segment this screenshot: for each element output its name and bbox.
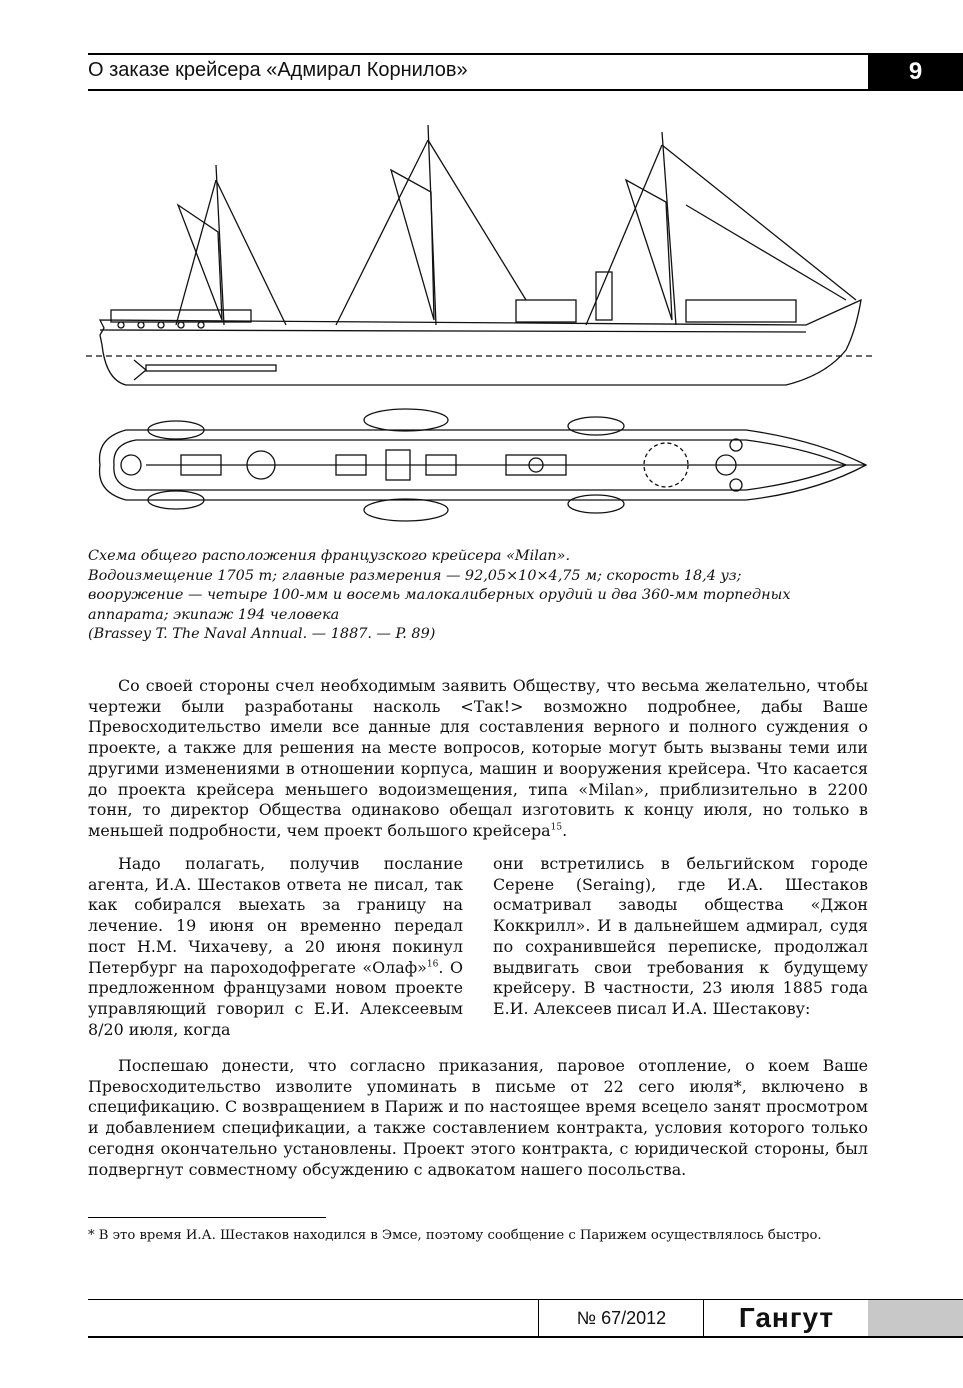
issue-number: № 67/2012 <box>538 1300 704 1336</box>
quote1-text: Со своей стороны счел необходимым заявить Обществу, что весьма желательно, чтобы чертежи были разработаны насколь <Так!> возможно подробнее, дабы Ваше Превосходительство имели все данные для составления верного и полного суждения о проекте, а также для решения на месте вопросов, которые могут быть вызваны теми или другими изменениями в отношении корпуса, машин и вооружения крейсера. Что касается до проекта крейсера меньшего водоизмещения, типа «Milan», приблизительно в 2200 тонн, то директор Общества одинаково обещал изготовить к концу июля, но только в меньшей подробности, чем проект большого крейсера <box>88 676 868 840</box>
right-column-paragraph: они встретились в бельгийском городе Серене (Seraing), где И.А. Шестаков осматривал заводы общества «Джон Коккрилл». И в дальнейшем адмирал, судя по сохранившейся переписке, продолжал выдвигать свои требования к будущему крейсеру. В частности, 23 июля 1885 года Е.И. Алексеев писал И.А. Шестакову: <box>493 854 868 1018</box>
header-title: О заказе крейсера «Адмирал Корнилов» <box>88 59 468 81</box>
caption-source: (Brassey T. The Naval Annual. — 1887. — P. 89) <box>88 626 436 642</box>
quote-paragraph-1: Со своей стороны счел необходимым заявить Обществу, что весьма желательно, чтобы чертежи были разработаны насколь <Так!> возможно подробнее, дабы Ваше Превосходительство имели все данные для составления верного и полного суждения о проекте, а также для решения на месте вопросов, которые могут быть вызваны теми или другими изменениями в отношении корпуса, машин и вооружения крейсера. Что касается до проекта крейсера меньшего водоизмещения, типа «Milan», приблизительно в 2200 тонн, то директор Общества одинаково обещал изготовить к концу июля, но только в меньшей подробности, чем проект большого крейсера$^{15}$. <box>88 676 868 840</box>
page-number: 9 <box>868 53 963 91</box>
col-left-text: Надо полагать, получив послание агента, И.А. Шестаков ответа не писал, так как собирался выехать за границу на лечение. 19 июня он временно передал пост Н.М. Чихачеву, а 20 июня покинул Петербург на пароходофрегате «Олаф» <box>88 854 463 977</box>
caption-line-3: вооружение — четыре 100-мм и восемь малокалиберных орудий и два 360-мм торпедных <box>88 587 791 603</box>
footnote-ref-16: 16 <box>426 959 439 970</box>
magazine-logo: Гангут <box>703 1300 869 1336</box>
footnote-separator <box>88 1217 326 1218</box>
footer-gray-block <box>868 1300 963 1336</box>
caption-line-4: аппарата; экипаж 194 человека <box>88 606 340 623</box>
page-footer <box>88 1299 963 1338</box>
left-column-paragraph <box>88 854 463 1040</box>
ship-scheme-figure <box>86 120 876 540</box>
footnote: * В это время И.А. Шестаков находился в Эмсе, поэтому сообщение с Парижем осуществлялось быстро. <box>88 1228 822 1243</box>
caption-line-1: Схема общего расположения французского крейсера «Milan». <box>88 548 571 564</box>
caption-line-2: Водоизмещение 1705 т; главные размерения — 92,05×10×4,75 м; скорость 18,4 уз; <box>88 567 742 584</box>
footnote-ref-15: 15 <box>550 822 563 833</box>
running-header <box>88 53 963 91</box>
col-left-text-2: . О предложенном французами новом проекте управляющий говорил с Е.И. Алексеевым 8/20 июля, когда <box>88 957 463 1039</box>
quote-paragraph-2: Поспешаю донести, что согласно приказания, паровое отопление, о коем Ваше Превосходительство изволите упоминать в письме от 22 сего июля*, включено в спецификацию. С возвращением в Париж и по настоящее время всецело занят просмотром и добавлением спецификации, а также составлением контракта, условия которого только сегодня окончательно установлены. Проект этого контракта, с юридической стороны, был подвергнут совместному обсуждению с адвокатом нашего посольства. <box>88 1056 868 1179</box>
figure-caption <box>88 547 868 645</box>
